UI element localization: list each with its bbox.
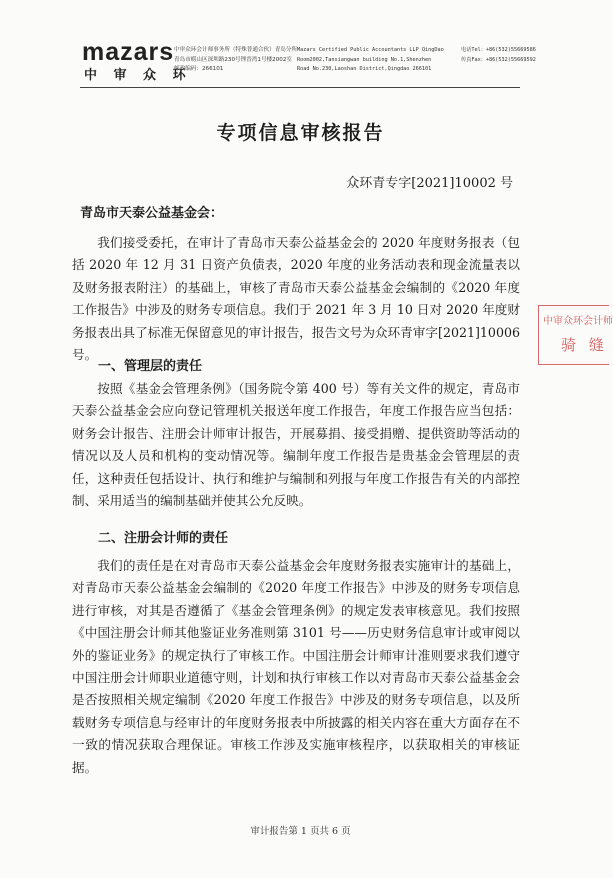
letterhead-phone: 电话Tel：+86(532)55669586 <box>461 47 536 53</box>
letterhead-cn-address <box>174 46 297 75</box>
section-heading-management: 一、管理层的责任 <box>98 359 203 374</box>
mazars-logo-chinese: 中 审 众 环 <box>84 68 192 83</box>
letterhead-en-address <box>297 46 444 75</box>
mazars-logo: mazars <box>82 38 175 66</box>
letterhead-cn-line: 青岛市崂山区深圳路230号锂晋湾1号楼2002室 <box>174 56 292 63</box>
letterhead-en-line: Road No.230,Laoshan District,Qingdao 266101 <box>297 66 432 72</box>
letterhead-fax: 传真Fax：+86(532)55669592 <box>461 56 536 63</box>
page-footer: 审计报告第 1 页共 6 页 <box>250 826 351 837</box>
letterhead-en-line: Mazars Certified Public Accountants LLP QingDao <box>297 47 444 53</box>
letterhead-en-line: Room2002,Tanxiangwan building No.1,Shenzhen <box>297 56 432 63</box>
letterhead-contact <box>461 46 536 65</box>
management-responsibility-paragraph: 按照《基金会管理条例》（国务院令第 400 号）等有关文件的规定，青岛市天泰公益基金会应向登记管理机关报送年度工作报告，年度工作报告应当包括：财务会计报告、注册会计师审计报告，开展募捐、接受捐赠、提供资助等活动的情况以及人员和机构的变动情况等。编制年度工作报告是贵基金会管理层的责任，这种责任包括设计、执行和维护与编制和列报与年度工作报告有关的内部控制、采用适当的编制基础并使其公允反映。 <box>72 381 520 509</box>
letterhead-divider <box>80 87 520 88</box>
intro-paragraph: 我们接受委托，在审计了青岛市天泰公益基金会的 2020 年度财务报表（包括 2020 年 12 月 31 日资产负债表，2020 年度的业务活动表和现金流量表以及财务报表附注）的基础上，审核了青岛市天泰公益基金会编制的《2020 年度工作报告》中涉及的财务专项信息。我们于 2021 年 3 月 10 日对 2020 年度财务报表出具了标准无保留意见的审计报告，报告文号为众环青审字[2021]10006 号。 <box>72 235 520 363</box>
report-reference-number: 众环青专字[2021]10002 号 <box>346 176 513 191</box>
letterhead-cn-line: 邮政编码：266101 <box>174 66 224 72</box>
letterhead-cn-line: 中审众环会计师事务所（特殊普通合伙）青岛分所 <box>174 47 298 53</box>
section-heading-accountant: 二、注册会计师的责任 <box>98 531 229 546</box>
accountant-responsibility-paragraph: 我们的责任是在对青岛市天泰公益基金会年度财务报表实施审计的基础上，对青岛市天泰公益基金会编制的《2020 年度工作报告》中涉及的财务专项信息进行审核，对其是否遵循了《基金会管理条例》的规定发表审核意见。我们按照《中国注册会计师其他鉴证业务准则第 3101 号——历史财务信息审计或审阅以外的鉴证业务》的规定执行了审核工作。中国注册会计师审计准则要求我们遵守中国注册会计师职业道德守则，计划和执行审核工作以对青岛市天泰公益基金会是否按照相关规定编制《2020 年度工作报告》中涉及的财务专项信息，以及所载财务专项信息与经审计的年度财务报表中所披露的相关内容在重大方面存在不一致的情况获取合理保证。审核工作涉及实施审核程序，以获取相关的审核证据。 <box>72 558 520 775</box>
seam-stamp-label: 骑 缝 <box>561 336 608 354</box>
report-addressee: 青岛市天泰公益基金会： <box>80 206 224 221</box>
seam-stamp <box>538 305 613 365</box>
report-title: 专项信息审核报告 <box>216 122 385 144</box>
seam-stamp-text: 中审众环会计师 <box>543 316 613 327</box>
